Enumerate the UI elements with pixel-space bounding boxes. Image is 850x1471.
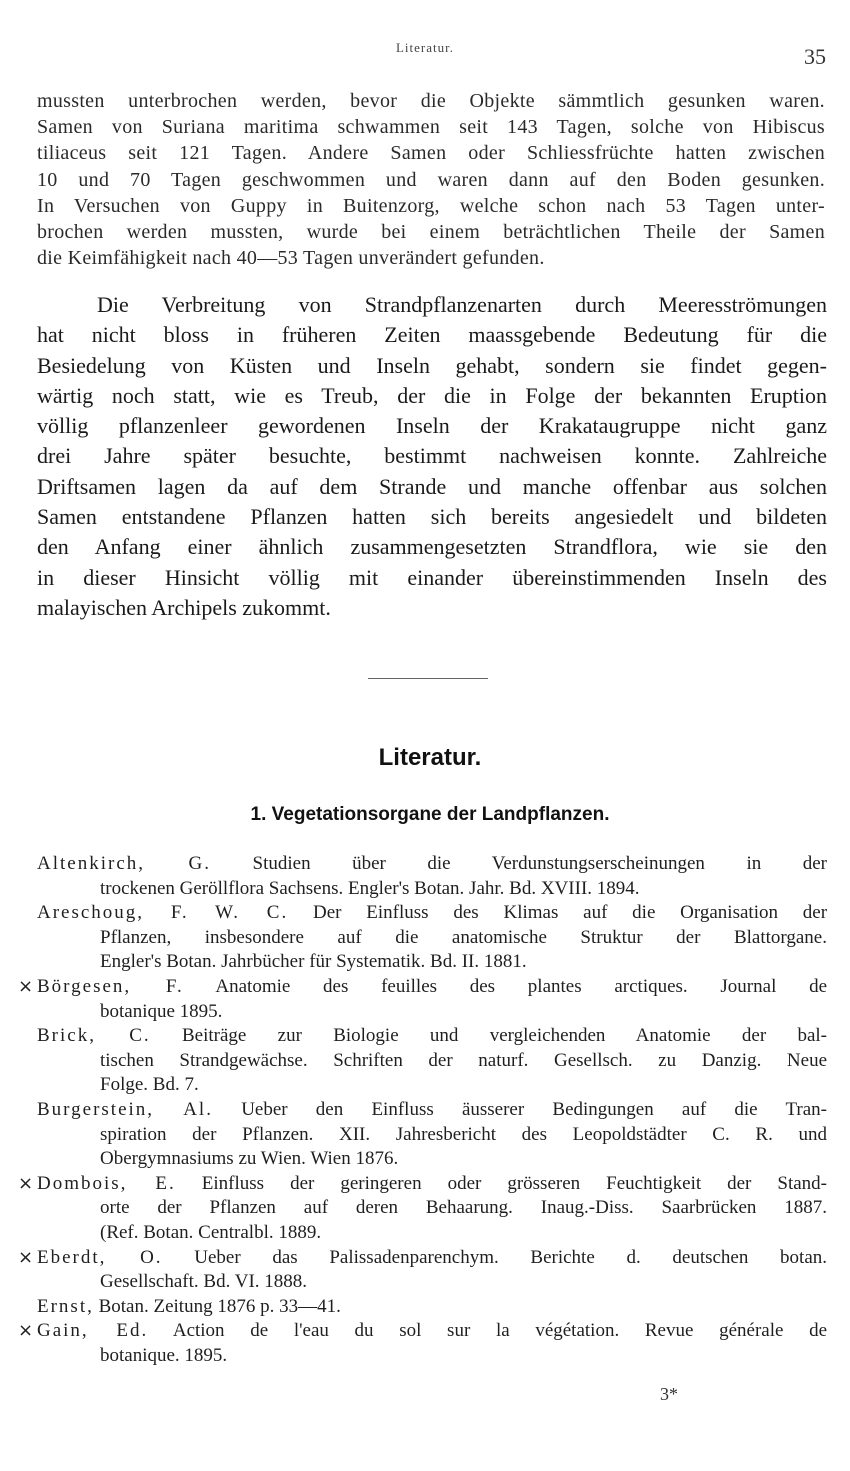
check-mark-icon: × xyxy=(18,1172,34,1194)
reference-entry xyxy=(37,1024,827,1098)
body-paragraph xyxy=(37,290,827,623)
reference-first-line xyxy=(37,1295,827,1320)
reference-author: Eberdt, O. xyxy=(37,1246,163,1268)
check-mark-icon: × xyxy=(18,1246,34,1268)
text-line: brochen werden mussten, wurde bei einem beträchtlichen Theile der Samen xyxy=(37,221,825,244)
reference-author: Brick, C. xyxy=(37,1025,151,1047)
text-line: 10 und 70 Tagen geschwommen und waren dann auf den Boden gesunken. xyxy=(37,168,825,191)
text-line: völlig pflanzenleer gewordenen Inseln der Krakataugruppe nicht ganz xyxy=(37,413,827,439)
reference-text: Action de l'eau du sol sur la végétation. Revue générale de xyxy=(172,1320,828,1342)
reference-first-line xyxy=(37,1172,827,1197)
reference-text: Engler's Botan. Jahrbücher für Systematik. Bd. II. 1881. xyxy=(100,951,527,973)
reference-text: botanique 1895. xyxy=(100,1000,223,1022)
subsection-title: 1. Vegetationsorgane der Landpflanzen. xyxy=(250,804,610,825)
reference-text: (Ref. Botan. Centralbl. 1889. xyxy=(100,1221,322,1243)
reference-first-line xyxy=(37,1024,827,1049)
reference-text: tischen Strandgewächse. Schriften der naturf. Gesellsch. zu Danzig. Neue xyxy=(100,1049,827,1071)
reference-text: Pflanzen, insbesondere auf die anatomische Struktur der Blattorgane. xyxy=(100,926,827,948)
reference-author: Börgesen, F. xyxy=(37,975,184,997)
reference-author: Gain, Ed. xyxy=(37,1320,149,1342)
text-line: In Versuchen von Guppy in Buitenzorg, welche schon nach 53 Tagen unter- xyxy=(37,194,825,217)
text-line: drei Jahre später besuchte, bestimmt nachweisen konnte. Zahlreiche xyxy=(37,443,827,469)
reference-text: Botan. Zeitung 1876 p. 33—41. xyxy=(98,1295,341,1317)
text-line: Samen entstandene Pflanzen hatten sich bereits angesiedelt und bildeten xyxy=(37,504,827,530)
reference-entry xyxy=(18,975,828,1024)
reference-text: orte der Pflanzen auf deren Behaarung. Inaug.-Diss. Saarbrücken 1887. xyxy=(100,1197,827,1219)
reference-text: Anatomie des feuilles des plantes arctiques. Journal de xyxy=(215,975,828,997)
text-line: den Anfang einer ähnlich zusammengesetzten Strandflora, wie sie den xyxy=(37,534,827,560)
reference-text: spiration der Pflanzen. XII. Jahresbericht des Leopoldstädter C. R. und xyxy=(100,1123,827,1145)
running-head: Literatur. xyxy=(395,40,454,55)
reference-text: Der Einfluss des Klimas auf die Organisation der xyxy=(313,902,828,924)
signature-mark: 3* xyxy=(660,1384,678,1404)
reference-text: Gesellschaft. Bd. VI. 1888. xyxy=(100,1271,308,1293)
text-line: tiliaceus seit 121 Tagen. Andere Samen oder Schliessfrüchte hatten zwischen xyxy=(37,142,825,165)
reference-first-line xyxy=(37,901,827,926)
reference-entry xyxy=(18,1319,828,1368)
text-line: malayischen Archipels zukommt. xyxy=(37,594,331,620)
reference-author: Dombois, E. xyxy=(37,1172,176,1194)
reference-first-line xyxy=(37,852,827,877)
reference-first-line xyxy=(37,1098,827,1123)
reference-text: trockenen Geröllflora Sachsens. Engler's Botan. Jahr. Bd. XVIII. 1894. xyxy=(100,877,640,899)
small-print-paragraph xyxy=(37,88,825,271)
text-line: Driftsamen lagen da auf dem Strande und manche offenbar aus solchen xyxy=(37,473,827,499)
reference-entry xyxy=(37,852,827,901)
check-mark-icon: × xyxy=(18,1320,34,1342)
reference-text: botanique. 1895. xyxy=(100,1344,228,1366)
text-line: Samen von Suriana maritima schwammen seit 143 Tagen, solche von Hibiscus xyxy=(37,116,825,139)
reference-entry xyxy=(37,901,828,975)
text-line: in dieser Hinsicht völlig mit einander übereinstimmenden Inseln des xyxy=(37,564,827,590)
reference-first-line xyxy=(37,975,827,1000)
text-line: mussten unterbrochen werden, bevor die Objekte sämmtlich gesunken waren. xyxy=(37,90,825,112)
reference-text: Obergymnasiums zu Wien. Wien 1876. xyxy=(100,1148,399,1170)
reference-list xyxy=(0,852,850,1368)
reference-first-line xyxy=(37,1246,827,1271)
reference-author: Burgerstein, Al. xyxy=(37,1098,213,1120)
reference-text: Studien über die Verdunstungserscheinungen in der xyxy=(252,853,827,874)
reference-entry xyxy=(37,1295,827,1320)
section-title: Literatur. xyxy=(378,744,482,771)
page-number: 35 xyxy=(804,44,826,69)
reference-text: Ueber das Palissadenparenchym. Berichte d. deutschen botan. xyxy=(194,1246,828,1268)
text-line: Besiedelung von Küsten und Inseln gehabt, sondern sie findet gegen- xyxy=(37,352,827,378)
reference-first-line xyxy=(37,1319,827,1344)
reference-author: Ernst, xyxy=(37,1295,94,1317)
text-line: wärtig noch statt, wie es Treub, der die in Folge der bekannten Eruption xyxy=(37,382,827,408)
reference-author: Altenkirch, G. xyxy=(37,853,211,874)
reference-text: Beiträge zur Biologie und vergleichenden Anatomie der bal- xyxy=(181,1025,827,1047)
check-mark-icon: × xyxy=(18,975,34,997)
reference-author: Areschoug, F. W. C. xyxy=(37,902,289,924)
text-line: hat nicht bloss in früheren Zeiten maassgebende Bedeutung für die xyxy=(37,322,827,348)
reference-entry xyxy=(18,1246,828,1295)
reference-entry xyxy=(37,1098,827,1172)
reference-text: Folge. Bd. 7. xyxy=(100,1074,199,1096)
reference-text: Einfluss der geringeren oder grösseren Feuchtigkeit der Stand- xyxy=(201,1172,827,1194)
section-divider xyxy=(368,678,488,679)
text-line: die Keimfähigkeit nach 40—53 Tagen unverändert gefunden. xyxy=(37,247,545,270)
reference-text: Ueber den Einfluss äusserer Bedingungen auf die Tran- xyxy=(241,1098,827,1120)
text-line: Die Verbreitung von Strandpflanzenarten durch Meeresströmungen xyxy=(97,292,827,317)
reference-entry xyxy=(18,1172,827,1246)
